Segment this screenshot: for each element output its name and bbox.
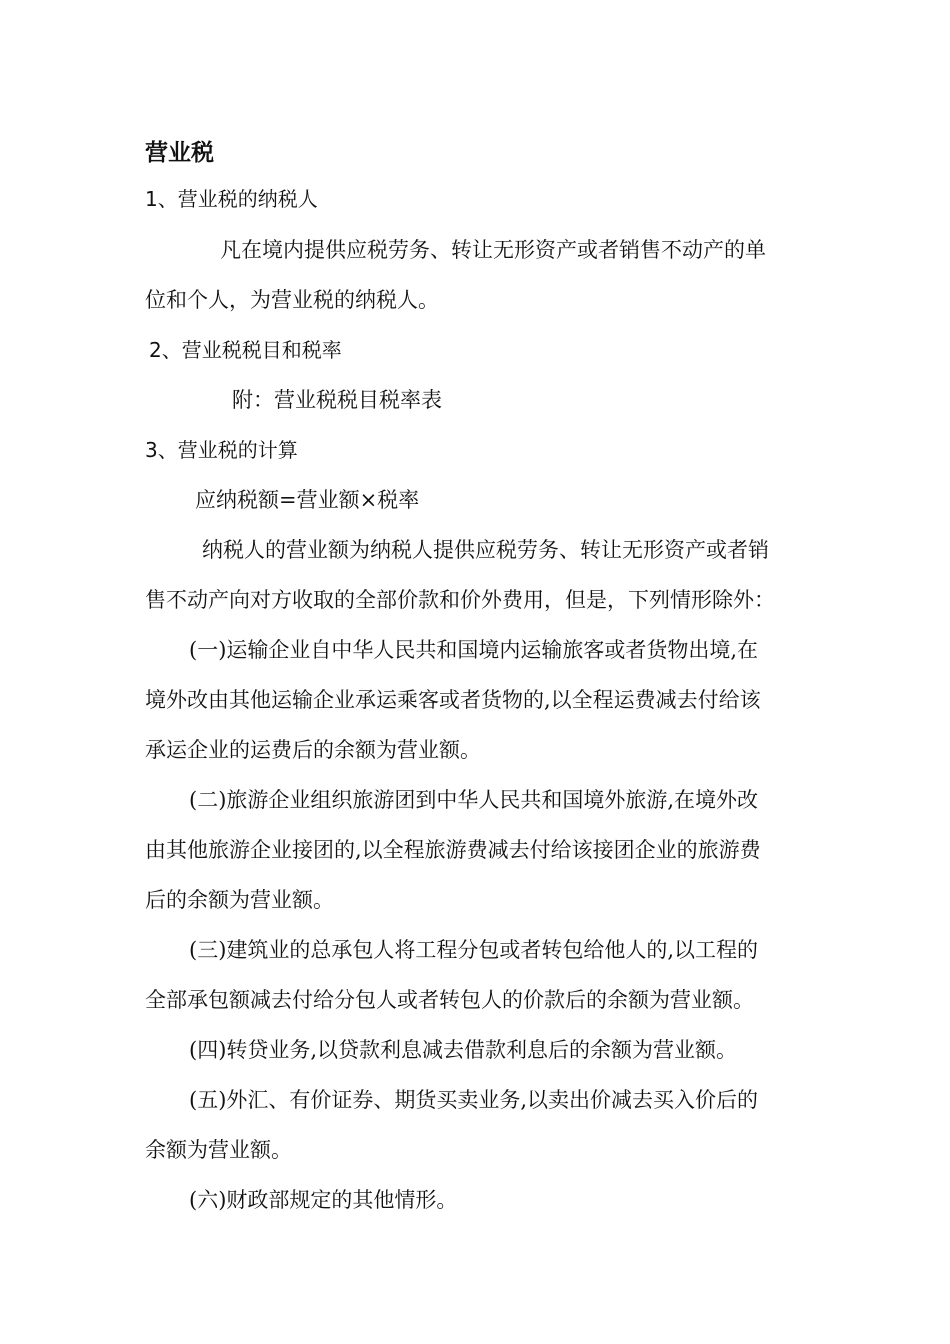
section-2-note: 附：营业税税目税率表 <box>232 388 442 412</box>
section-3-paragraph-line-2: 售不动产向对方收取的全部价款和价外费用，但是，下列情形除外： <box>145 588 775 612</box>
section-2-heading: 2、营业税税目和税率 <box>149 338 342 362</box>
list-item-1-line-2: 境外改由其他运输企业承运乘客或者货物的,以全程运费减去付给该 <box>145 688 761 712</box>
list-item-2-line-2: 由其他旅游企业接团的,以全程旅游费减去付给该接团企业的旅游费 <box>145 838 761 862</box>
section-1-paragraph-line-1: 凡在境内提供应税劳务、转让无形资产或者销售不动产的单 <box>220 238 766 262</box>
list-item-3-line-1: (三)建筑业的总承包人将工程分包或者转包给他人的,以工程的 <box>189 938 759 962</box>
list-item-1-line-1: (一)运输企业自中华人民共和国境内运输旅客或者货物出境,在 <box>189 638 759 662</box>
list-item-5-line-1: (五)外汇、有价证券、期货买卖业务,以卖出价减去买入价后的 <box>189 1088 759 1112</box>
section-1-heading: 1、营业税的纳税人 <box>145 187 318 211</box>
list-item-2-line-3: 后的余额为营业额。 <box>145 888 334 912</box>
section-1-paragraph-line-2: 位和个人，为营业税的纳税人。 <box>145 288 439 312</box>
section-3-heading: 3、营业税的计算 <box>145 438 298 462</box>
list-item-1-line-3: 承运企业的运费后的余额为营业额。 <box>145 738 481 762</box>
list-item-4-line-1: (四)转贷业务,以贷款利息减去借款利息后的余额为营业额。 <box>189 1038 738 1062</box>
list-item-6-line-1: (六)财政部规定的其他情形。 <box>189 1188 458 1212</box>
section-3-formula: 应纳税额=营业额×税率 <box>195 488 420 512</box>
document-title: 营业税 <box>145 140 214 166</box>
list-item-2-line-1: (二)旅游企业组织旅游团到中华人民共和国境外旅游,在境外改 <box>189 788 759 812</box>
list-item-3-line-2: 全部承包额减去付给分包人或者转包人的价款后的余额为营业额。 <box>145 988 754 1012</box>
section-3-paragraph-line-1: 纳税人的营业额为纳税人提供应税劳务、转让无形资产或者销 <box>202 538 769 562</box>
list-item-5-line-2: 余额为营业额。 <box>145 1138 292 1162</box>
